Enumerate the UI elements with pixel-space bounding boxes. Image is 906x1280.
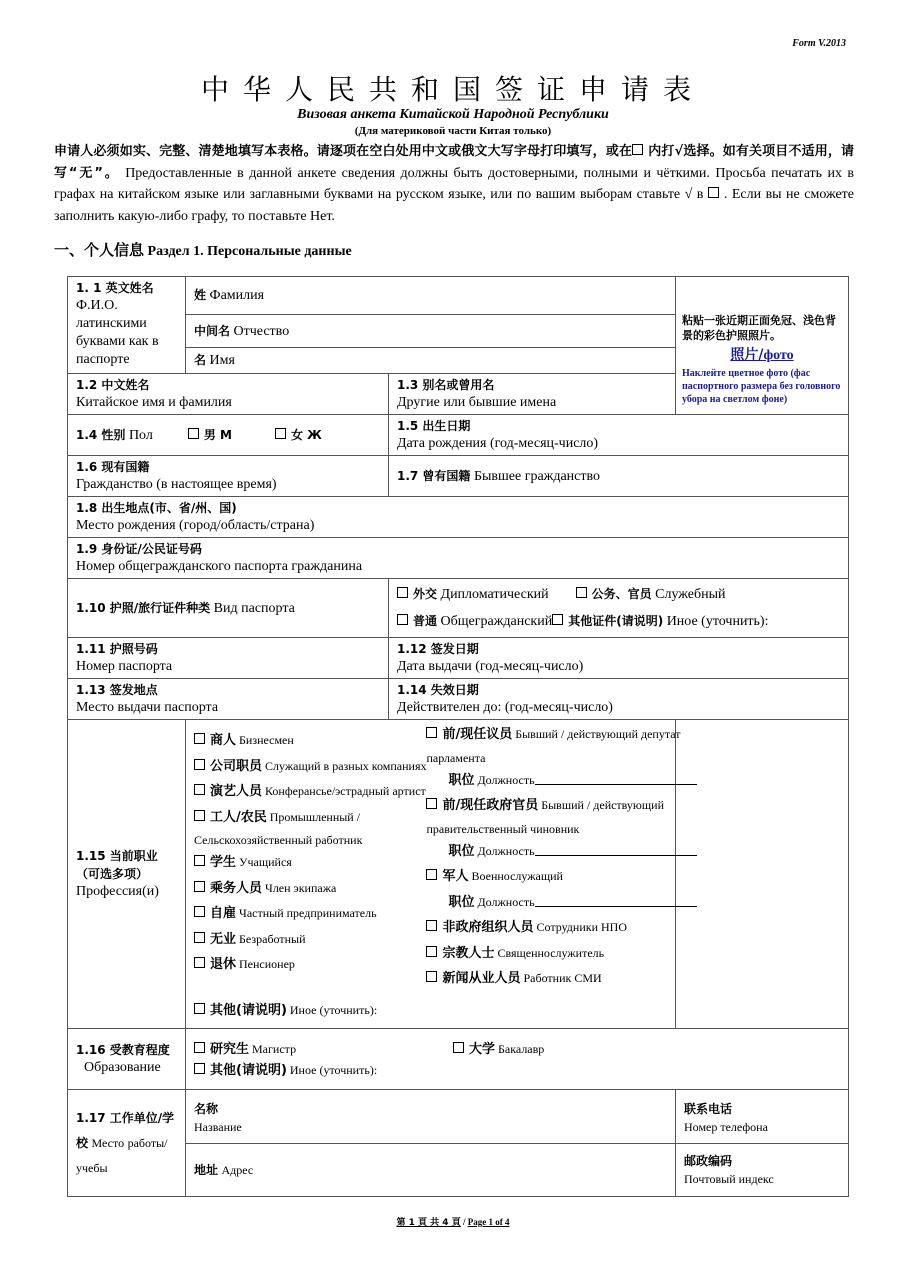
occupation-option[interactable] <box>194 952 426 978</box>
photo-heading-cn: 照片/ <box>730 347 764 363</box>
checkbox-icon[interactable] <box>426 727 437 738</box>
occupation-options <box>186 720 681 1029</box>
position-label-cn: 职位 <box>448 894 475 910</box>
field-label-cn: 1.12 签发日期 <box>397 642 479 656</box>
chinese-name-field[interactable] <box>68 374 389 415</box>
ordinary-label-ru: Общегражданский <box>440 614 553 629</box>
photo-heading-ru: фото <box>763 348 794 363</box>
occupation-label-ru: Бывший / действующий депутат <box>515 727 681 741</box>
ordinary-label-cn: 普通 <box>413 614 438 628</box>
position-underline <box>535 842 697 856</box>
field-label-cn: 1.13 签发地点 <box>76 683 158 697</box>
occupation-label-ru: Сотрудники НПО <box>536 920 628 934</box>
education-label <box>68 1029 186 1090</box>
personal-info-table <box>67 276 849 1197</box>
birth-date-field[interactable] <box>389 415 849 456</box>
field-label-cn: 1.16 受教育程度 <box>76 1043 170 1057</box>
occupation-option[interactable] <box>194 754 426 780</box>
middle-name-label-cn: 中间名 <box>194 323 231 338</box>
form-subtitle-note: (Для материковой части Китая только) <box>354 125 552 137</box>
surname-label-cn: 姓 <box>194 288 207 302</box>
position-field[interactable] <box>426 890 696 916</box>
position-field[interactable] <box>426 839 696 865</box>
occupation-label-cn: 无业 <box>210 931 237 947</box>
footer-page-en: Page 1 of 4 <box>467 1217 510 1227</box>
checkbox-icon[interactable] <box>194 1003 205 1014</box>
passport-number-field[interactable] <box>68 638 389 679</box>
passport-type-label <box>68 579 389 638</box>
footer-page-cn: 第 1 頁 共 4 頁 <box>396 1218 461 1228</box>
field-label-cn: 1. 1 英文姓名 <box>76 281 154 295</box>
other-names-field[interactable] <box>389 374 676 415</box>
male-label: 男 М <box>203 427 232 442</box>
photo-instruction-ru: Наклейте цветное фото (фас паспортного размера без головного убора на светлом фоне) <box>682 368 841 405</box>
instructions-ru: Предоставленные в данной анкете сведения должны быть достоверными, полными и чёткими. Просьба печатать их в графах на китайском языке или заглавными буквами на русском языке, или по вашим выборам ставьте √ в <box>54 165 855 202</box>
instructions-cn: 申请人必须如实、完整、清楚地填写本表格。请逐项在空白处用中文或俄文大写字母打印填写，或在 <box>54 144 633 159</box>
form-version: Form V.2013 <box>792 38 846 49</box>
field-label-ru: Место выдачи паспорта <box>76 700 219 715</box>
checkbox-icon[interactable] <box>194 1042 205 1053</box>
occupation-option[interactable] <box>194 850 426 876</box>
checkbox-icon[interactable] <box>194 759 205 770</box>
employer-zip-field[interactable] <box>676 1144 849 1197</box>
occupation-label-cn: 学生 <box>210 855 237 870</box>
field-label-cn: 1.2 中文姓名 <box>76 378 150 392</box>
checkbox-icon[interactable] <box>194 1063 205 1074</box>
middle-name-label-ru: Отчество <box>233 323 290 339</box>
checkbox-icon[interactable] <box>194 784 205 795</box>
occupation-label-cn: 乘务人员 <box>210 880 263 896</box>
photo-instruction-cn: 粘贴一张近期正面免冠、浅色背景的彩色护照照片。 <box>682 314 836 342</box>
occupation-option[interactable] <box>194 779 426 805</box>
issue-place-field[interactable] <box>68 679 389 720</box>
checkbox-icon[interactable] <box>194 881 205 892</box>
checkbox-icon[interactable] <box>194 733 205 744</box>
section-heading-cn: 一、个人信息 <box>54 241 145 259</box>
occupation-option[interactable] <box>426 966 696 992</box>
checkbox-icon[interactable] <box>194 932 205 943</box>
other-doc-checkbox[interactable] <box>552 614 563 625</box>
field-label-ru: Действителен до: (год-месяц-число) <box>397 700 613 715</box>
occupation-label-cn: 新闻从业人员 <box>442 971 521 986</box>
female-label: 女 Ж <box>290 427 322 442</box>
occupation-label-ru: Иное (уточнить): <box>289 1002 378 1017</box>
field-label-cn: 1.5 出生日期 <box>397 419 471 433</box>
occupation-option[interactable] <box>194 728 426 754</box>
occupation-label-ru: Пенсионер <box>239 957 295 971</box>
occupation-left-column <box>194 728 426 1023</box>
gender-field <box>68 415 389 456</box>
footer-separator: / <box>462 1217 466 1227</box>
position-field[interactable] <box>426 768 696 794</box>
field-label-cn: 1.15 当前职业 <box>76 849 158 863</box>
occupation-label-ru-cont: Сельскохозяйственный работник <box>194 833 363 847</box>
former-nationality-field[interactable] <box>389 456 849 497</box>
diplomatic-label-ru: Дипломатический <box>440 587 549 602</box>
field-label-ru: Ф.И.О. латинскими буквами как в паспорте <box>76 298 159 367</box>
occupation-option[interactable] <box>194 805 426 831</box>
occupation-label-cn: 公司职员 <box>210 758 263 774</box>
occupation-label-ru: Учащийся <box>239 855 292 869</box>
education-label-ru: Бакалавр <box>498 1042 545 1056</box>
diplomatic-label-cn: 外交 <box>413 587 438 601</box>
checkbox-icon[interactable] <box>426 946 437 957</box>
position-label-cn: 职位 <box>448 843 475 859</box>
occupation-label-cn: 前/现任议员 <box>442 727 513 742</box>
checkbox-icon[interactable] <box>426 798 437 809</box>
position-underline <box>535 771 697 785</box>
position-label-ru: Должность <box>477 772 535 787</box>
position-label-ru: Должность <box>477 894 535 909</box>
given-name-label-cn: 名 <box>194 353 207 367</box>
occupation-label-ru: Промышленный / <box>269 809 361 824</box>
checkbox-icon[interactable] <box>426 971 437 982</box>
service-label-ru: Служебный <box>655 587 726 602</box>
occupation-label-ru: Священнослужитель <box>497 945 605 960</box>
checkbox-icon[interactable] <box>194 855 205 866</box>
employer-phone-field[interactable] <box>676 1090 849 1144</box>
checkbox-icon[interactable] <box>426 920 437 931</box>
field-label-ru: Пол <box>128 427 153 443</box>
checkbox-icon[interactable] <box>194 906 205 917</box>
id-number-field[interactable] <box>68 538 849 579</box>
ordinary-checkbox[interactable] <box>397 614 408 625</box>
occupation-label-ru: Бизнесмен <box>239 733 294 747</box>
education-label-ru: Иное (уточнить): <box>289 1063 378 1077</box>
education-option[interactable] <box>453 1042 544 1056</box>
female-checkbox[interactable] <box>275 428 286 439</box>
field-label-ru: Номер общегражданского паспорта гражданина <box>76 559 363 574</box>
instructions-cn-2: 内打√选择。如有关项目不适用，请写“无”。 <box>54 144 854 181</box>
field-label-cn: 1.14 失效日期 <box>397 683 479 697</box>
current-nationality-field[interactable] <box>68 456 389 497</box>
issue-date-field[interactable] <box>389 638 849 679</box>
field-label-ru: Дата выдачи (год-месяц-число) <box>397 659 584 674</box>
occupation-label-cn: 工人/农民 <box>210 809 267 825</box>
education-label-cn: 其他(请说明) <box>210 1063 287 1078</box>
field-label-ru: Бывшее гражданство <box>473 468 601 484</box>
employer-address-field[interactable] <box>186 1144 676 1197</box>
field-label-ru: Номер телефона <box>684 1120 768 1134</box>
field-label-ru: Вид паспорта <box>213 600 295 616</box>
field-label-ru: Дата рождения (год-месяц-число) <box>397 436 599 451</box>
occupation-label-ru: Частный предприниматель <box>239 906 377 920</box>
position-label-cn: 职位 <box>448 772 475 788</box>
field-label-ru: Гражданство (в настоящее время) <box>76 477 277 492</box>
birth-place-field[interactable] <box>68 497 849 538</box>
field-label-ru: Номер паспорта <box>76 659 173 674</box>
occupation-label-cn: 退休 <box>210 957 237 972</box>
field-label-ru-2: работы/учебы <box>76 1135 168 1175</box>
expiry-date-field[interactable] <box>389 679 849 720</box>
section-heading-ru: Раздел 1. Персональные данные <box>147 244 352 259</box>
instructions-ru-end: . Если вы не сможете заполнить какую-либо графу, то поставьте Нет. <box>54 187 854 224</box>
occupation-label-ru: Бывший / действующий <box>541 798 664 812</box>
field-label-ru: Образование <box>84 1060 161 1075</box>
occupation-label-ru: Работник СМИ <box>523 971 602 985</box>
checkbox-icon <box>632 144 643 155</box>
field-label-cn: 1.6 现有国籍 <box>76 460 150 474</box>
occupation-label-cn: 自雇 <box>210 906 237 921</box>
employer-name-field[interactable] <box>186 1090 676 1144</box>
field-label-cn: 地址 <box>194 1162 219 1177</box>
field-label-cn: 1.11 护照号码 <box>76 642 158 656</box>
occupation-option[interactable] <box>194 876 426 902</box>
surname-label-ru: Фамилия <box>209 288 265 303</box>
education-options <box>186 1029 849 1090</box>
occupation-option[interactable] <box>426 864 696 890</box>
field-label-cn: 1.3 别名或曾用名 <box>397 378 495 392</box>
occupation-label-ru-cont: парламента <box>426 750 486 765</box>
occupation-label-ru: Конферансье/эстрадный артист <box>265 784 426 798</box>
field-label-cn: 1.10 护照/旅行证件种类 <box>76 600 211 615</box>
service-label-cn: 公务、官员 <box>591 587 652 601</box>
occupation-label-cn: 演艺人员 <box>210 784 263 799</box>
field-label-ru: Другие или бывшие имена <box>397 395 557 410</box>
diplomatic-checkbox[interactable] <box>397 587 408 598</box>
occupation-right-column <box>426 722 696 1023</box>
occupation-option[interactable] <box>426 915 696 941</box>
occupation-label-ru-cont: правительственный чиновник <box>426 821 580 836</box>
occupation-label-cn: 前/现任政府官员 <box>442 798 539 813</box>
field-label-cn: 联系电话 <box>684 1102 733 1116</box>
education-label-cn: 大学 <box>469 1042 496 1057</box>
occupation-label-cn: 宗教人士 <box>442 945 495 961</box>
education-label-cn: 研究生 <box>210 1042 250 1057</box>
occupation-option[interactable] <box>194 998 426 1024</box>
checkbox-icon[interactable] <box>453 1042 464 1053</box>
male-checkbox[interactable] <box>188 428 199 439</box>
occupation-label-cn: 非政府组织人员 <box>442 920 534 935</box>
occupation-label-ru: Военнослужащий <box>471 869 563 883</box>
occupation-option[interactable] <box>426 941 696 967</box>
field-label-cn-2: （可选多项） <box>76 867 149 881</box>
field-label-cn: 邮政编码 <box>684 1154 733 1168</box>
field-label-cn: 1.17 工作单位/学校 <box>76 1110 175 1150</box>
form-title: 中华人民共和国签证申请表 <box>200 73 705 106</box>
occupation-label-cn: 其他(请说明) <box>210 1002 287 1018</box>
given-name-label-ru: Имя <box>209 353 235 368</box>
field-label-cn: 名称 <box>194 1102 219 1116</box>
employer-label <box>68 1090 186 1197</box>
other-doc-label-ru: Иное (уточнить): <box>666 614 769 629</box>
page-footer <box>0 1215 906 1228</box>
service-checkbox[interactable] <box>576 587 587 598</box>
occupation-option[interactable] <box>426 793 696 819</box>
section-1-heading <box>54 239 352 260</box>
field-label-cn: 1.9 身份证/公民证号码 <box>76 542 202 556</box>
field-1-1-label <box>68 277 186 374</box>
checkbox-icon[interactable] <box>194 957 205 968</box>
field-label-cn: 1.7 曾有国籍 <box>397 468 471 483</box>
occupation-option[interactable] <box>194 927 426 953</box>
checkbox-icon <box>708 187 719 198</box>
form-subtitle: Визовая анкета Китайской Народной Республики <box>297 107 609 122</box>
field-label-ru: Почтовый индекс <box>684 1172 774 1186</box>
occupation-option[interactable] <box>426 722 696 748</box>
occupation-label-ru: Безработный <box>239 931 306 946</box>
occupation-option[interactable] <box>194 901 426 927</box>
education-label-ru: Магистр <box>252 1042 297 1056</box>
position-underline <box>535 893 697 907</box>
middle-name-field[interactable] <box>186 315 676 348</box>
occupation-label-ru: Служащий в разных компаниях <box>265 758 427 773</box>
field-label-ru: Китайское имя и фамилия <box>76 395 232 410</box>
photo-heading <box>682 346 842 365</box>
checkbox-icon[interactable] <box>194 810 205 821</box>
position-label-ru: Должность <box>477 843 535 858</box>
field-label-ru: Место <box>91 1135 125 1150</box>
instructions <box>54 141 854 227</box>
passport-type-options <box>389 579 849 638</box>
given-name-field[interactable] <box>186 348 676 374</box>
field-label-ru: Место рождения (город/область/страна) <box>76 518 315 533</box>
occupation-label <box>68 720 186 1029</box>
field-label-ru: Название <box>194 1120 242 1134</box>
other-doc-label-cn: 其他证件(请说明) <box>568 614 664 628</box>
field-label-cn: 1.4 性别 <box>76 427 126 442</box>
occupation-label-ru: Член экипажа <box>265 880 337 895</box>
field-label-ru: Профессия(и) <box>76 884 159 899</box>
field-label-cn: 1.8 出生地点(市、省/州、国) <box>76 501 237 515</box>
occupation-label-cn: 军人 <box>442 869 469 884</box>
surname-field[interactable] <box>186 277 676 315</box>
checkbox-icon[interactable] <box>426 869 437 880</box>
education-option[interactable] <box>194 1039 450 1060</box>
field-label-ru: Адрес <box>221 1162 254 1177</box>
occupation-label-cn: 商人 <box>210 733 237 748</box>
education-option[interactable] <box>194 1060 840 1081</box>
photo-area[interactable] <box>676 277 849 415</box>
